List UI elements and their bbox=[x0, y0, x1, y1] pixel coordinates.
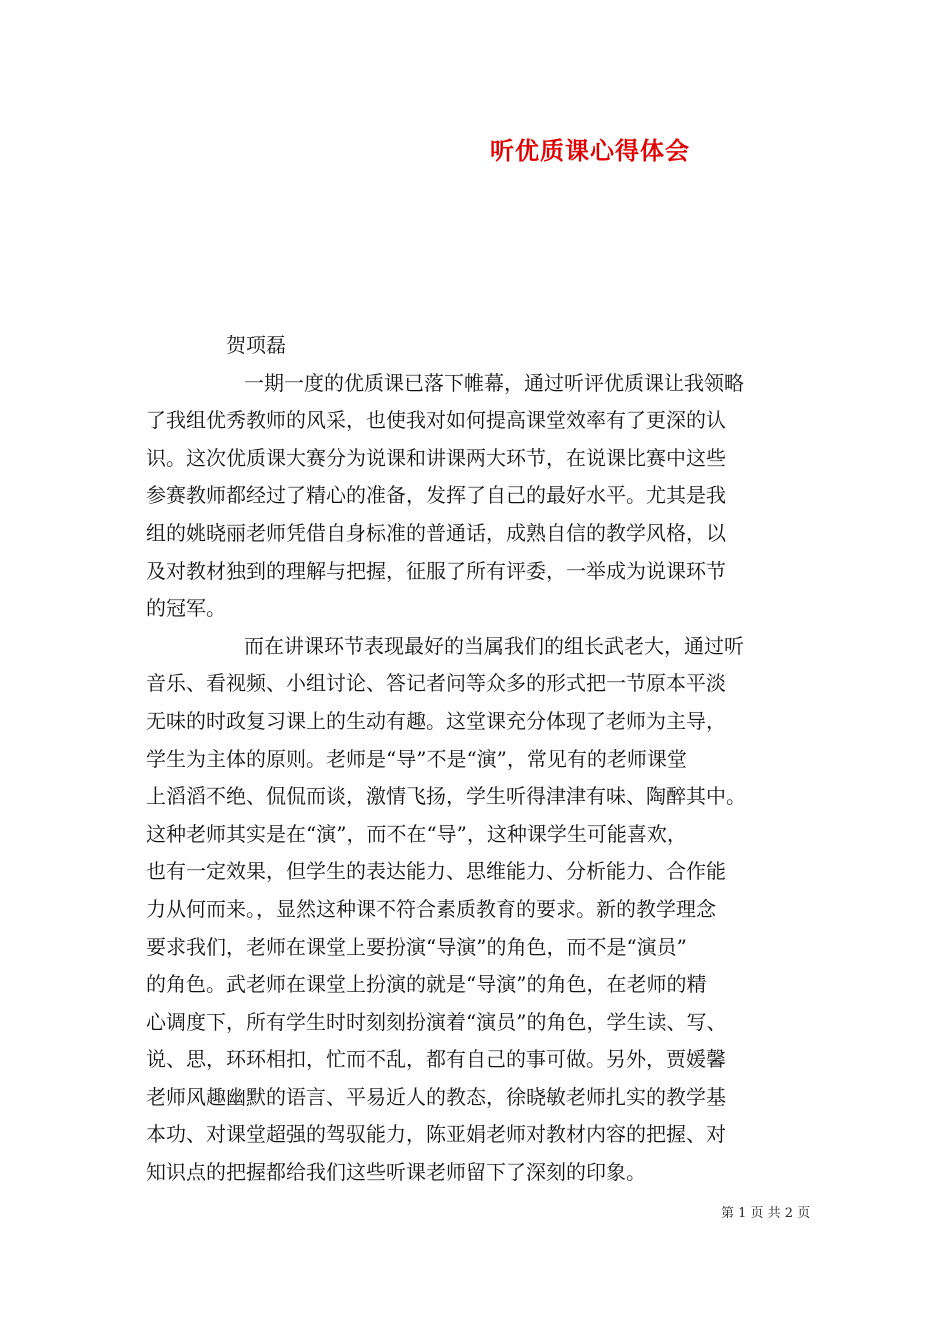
paragraph-line: 识。这次优质课大赛分为说课和讲课两大环节，在说课比赛中这些 bbox=[146, 445, 726, 470]
paragraph-line: 的角色。武老师在课堂上扮演的就是“导演”的角色，在老师的精 bbox=[146, 972, 707, 997]
page-number-footer: 第 1 页 共 2 页 bbox=[721, 1206, 811, 1221]
paragraph-line: 学生为主体的原则。老师是“导”不是“演”，常见有的老师课堂 bbox=[146, 746, 687, 771]
paragraph-line: 组的姚晓丽老师凭借自身标准的普通话，成熟自信的教学风格，以 bbox=[146, 520, 726, 545]
paragraph-line: 说、思，环环相扣，忙而不乱，都有自己的事可做。另外，贾媛馨 bbox=[146, 1047, 726, 1072]
paragraph-line: 本功、对课堂超强的驾驭能力，陈亚娟老师对教材内容的把握、对 bbox=[146, 1122, 726, 1147]
paragraph-line: 力从何而来。，显然这种课不符合素质教育的要求。新的教学理念 bbox=[146, 896, 716, 921]
paragraph-line: 无味的时政复习课上的生动有趣。这堂课充分体现了老师为主导， bbox=[146, 708, 726, 733]
paragraph-line: 也有一定效果，但学生的表达能力、思维能力、分析能力、合作能 bbox=[146, 859, 726, 884]
document-title: 听优质课心得体会 bbox=[490, 136, 690, 165]
paragraph-line: 这种老师其实是在“演”，而不在“导”，这种课学生可能喜欢， bbox=[146, 821, 687, 846]
paragraph-line: 音乐、看视频、小组讨论、答记者问等众多的形式把一节原本平淡 bbox=[146, 671, 726, 696]
document-body bbox=[146, 327, 826, 1192]
paragraph-line: 的冠军。 bbox=[146, 596, 226, 621]
paragraph-line: 老师风趣幽默的语言、平易近人的教态，徐晓敏老师扎实的教学基 bbox=[146, 1084, 726, 1109]
paragraph-line: 上滔滔不绝、侃侃而谈，激情飞扬，学生听得津津有味、陶醉其中。 bbox=[146, 784, 746, 809]
author-line: 贺项磊 bbox=[226, 333, 286, 357]
paragraph-line: 而在讲课环节表现最好的当属我们的组长武老大，通过听 bbox=[244, 633, 744, 658]
paragraph-line: 心调度下，所有学生时时刻刻扮演着“演员”的角色，学生读、写、 bbox=[146, 1009, 727, 1034]
paragraph-line: 及对教材独到的理解与把握，征服了所有评委，一举成为说课环节 bbox=[146, 558, 726, 583]
paragraph-line: 参赛教师都经过了精心的准备，发挥了自己的最好水平。尤其是我 bbox=[146, 483, 726, 508]
paragraph-line: 了我组优秀教师的风采，也使我对如何提高课堂效率有了更深的认 bbox=[146, 408, 726, 433]
paragraph-line: 要求我们，老师在课堂上要扮演“导演”的角色，而不是“演员” bbox=[146, 934, 687, 959]
paragraph-line: 一期一度的优质课已落下帷幕，通过听评优质课让我领略 bbox=[244, 370, 744, 395]
paragraph-line: 知识点的把握都给我们这些听课老师留下了深刻的印象。 bbox=[146, 1160, 646, 1185]
